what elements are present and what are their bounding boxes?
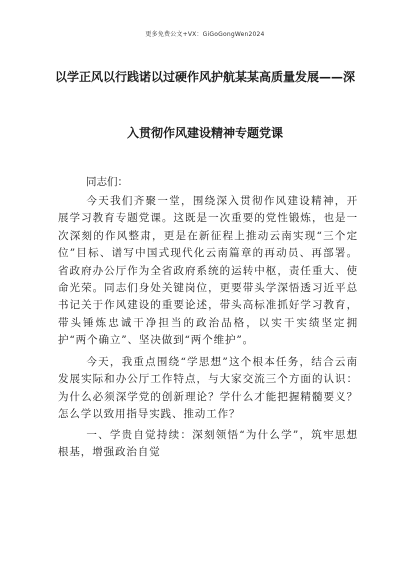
- header-note: 更多免费公文+VX：GiGoGongWen2024: [145, 31, 265, 38]
- body-paragraph: [58, 354, 358, 424]
- body-paragraph: [58, 193, 358, 350]
- title-line-1: 以学正风以行践诺以过硬作风护航某某高质量发展——深: [54, 70, 355, 84]
- paragraph-text: 今天我们齐聚一堂，围绕深入贯彻作风建设精神，开展学习教育专题党课。这既是一次重要的党性锻炼，也是一次深刻的作风整肃，更是在新征程上推动云南实现“三个定位”目标、谱写中国式现代化云南篇章的再动员、再部署。省政府办公厅作为全省政府系统的运转中枢，责任重大、使命光荣。同志们身处关键岗位，更要带头学深悟透习近平总书记关于作风建设的重要论述，带头高标准抓好学习教育，带头锤炼忠诚干净担当的政治品格，以实干实绩坚定拥护“两个确立”、坚决做到“两个维护”。: [58, 195, 358, 347]
- salutation: 同志们：: [86, 176, 128, 188]
- paragraph-text: 今天，我重点围绕“学思想”这个根本任务，结合云南发展实际和办公厅工作特点，与大家交流三个方面的认识：为什么必须深学党的创新理论？学什么才能把握精髓要义？怎么学以致用指导实践、推动工作？: [58, 356, 358, 421]
- paragraph-text: 一、学贵自觉持续：深刻领悟“为什么学”，筑牢思想根基，增强政治自觉: [58, 429, 358, 459]
- section-heading: [58, 427, 358, 462]
- title-line-2: 入贯彻作风建设精神专题党课: [126, 126, 283, 140]
